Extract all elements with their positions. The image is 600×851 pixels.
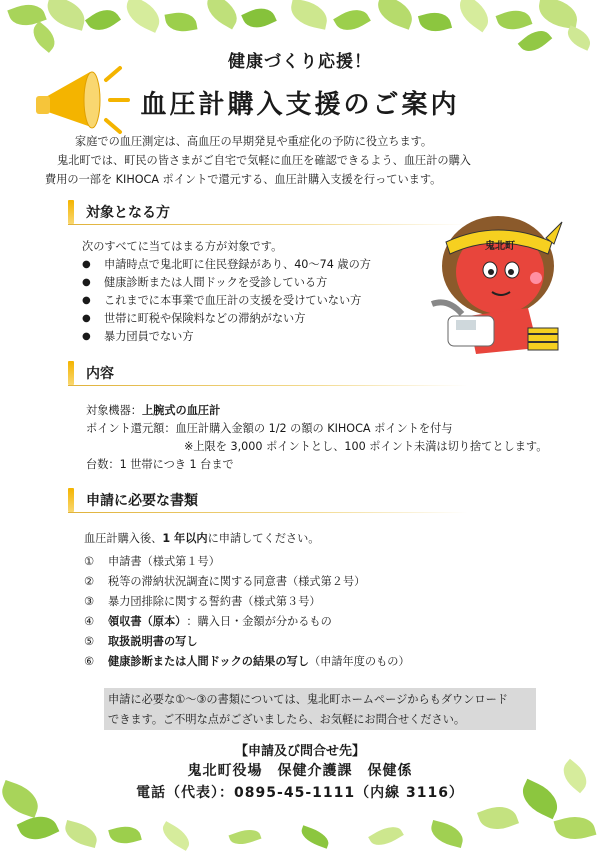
item-number: ⑥ [84, 655, 95, 668]
point-note: ※上限を 3,000 ポイントとし、100 ポイント未満は切り捨てとします。 [184, 440, 548, 453]
intro-line: 鬼北町では、町民の皆さまがご自宅で気軽に血圧を確認できるよう、血圧計の購入 [57, 154, 471, 167]
list-item [84, 572, 544, 592]
page-subtitle: 健康づくり応援！ [228, 52, 372, 72]
note-line: できます。ご不明な点がございましたら、お気軽にお問合せください。 [108, 713, 466, 726]
point-label: ポイント還元額： [86, 422, 176, 435]
section-heading-text: 内容 [86, 366, 114, 382]
heading-rule [68, 512, 468, 513]
item-text: 暴力団排除に関する誓約書（様式第３号） [108, 595, 321, 608]
units-text: 台数：1 世帯につき 1 台まで [86, 458, 234, 471]
item-number: ④ [84, 615, 95, 628]
leaf-decoration-bottom [0, 746, 600, 846]
list-item [84, 652, 544, 672]
contact-heading: 【申請及び問合せ先】 [234, 744, 365, 759]
documents-lead-post: に申請してください。 [207, 532, 320, 545]
device-label: 対象機器： [86, 404, 142, 417]
contact-office: 鬼北町役場 保健介護課 保健係 [187, 763, 413, 779]
item-text: ：購入日・金額が分かるもの [186, 615, 332, 628]
documents-block [84, 530, 544, 672]
item-bold: 健康診断または人間ドックの結果の写し [108, 655, 309, 668]
page-title: 血圧計購入支援のご案内 [140, 90, 460, 120]
item-text: （申請年度のもの） [308, 655, 410, 668]
list-item [84, 592, 544, 612]
oni-mascot-illustration [428, 208, 578, 368]
section-heading-documents [68, 487, 198, 513]
section-heading-text: 申請に必要な書類 [86, 493, 198, 509]
documents-lead-pre: 血圧計購入後、 [84, 532, 163, 545]
heading-rule [68, 224, 468, 225]
device-value: 上腕式の血圧計 [141, 404, 221, 417]
intro-line: 家庭での血圧測定は、高血圧の早期発見や重症化の予防に役立ちます。 [75, 135, 433, 148]
item-bold: 取扱説明書の写し [108, 635, 198, 648]
list-item: ● これまでに本事業で血圧計の支援を受けていない方 [82, 292, 422, 310]
item-text: 申請書（様式第１号） [108, 555, 220, 568]
section-heading-content [68, 360, 114, 386]
heading-accent-bar [68, 200, 74, 224]
heading-rule [68, 385, 468, 386]
heading-accent-bar [68, 361, 74, 385]
intro-text [45, 132, 560, 189]
eligibility-block [82, 238, 422, 346]
list-item [84, 612, 544, 632]
list-item [84, 632, 544, 652]
mascot-headband-text: 鬼北町 [485, 241, 515, 252]
item-bold: 領収書（原本） [108, 615, 187, 628]
section-heading-text: 対象となる方 [86, 205, 170, 221]
item-number: ① [84, 555, 95, 568]
item-number: ② [84, 575, 95, 588]
item-text: 税等の滞納状況調査に関する同意書（様式第２号） [108, 575, 366, 588]
content-block [86, 402, 586, 474]
contact-phone: 電話（代表）：0895-45-1111（内線 3116） [136, 785, 464, 801]
eligibility-lead: 次のすべてに当てはまる方が対象です。 [82, 240, 283, 253]
heading-accent-bar [68, 488, 74, 512]
section-heading-eligibility [68, 199, 170, 225]
point-value: 血圧計購入金額の 1/2 の額の KIHOCA ポイントを付与 [175, 422, 453, 435]
list-item [84, 552, 544, 572]
download-note-box [104, 688, 536, 730]
list-item: ● 世帯に町税や保険料などの滞納がない方 [82, 310, 422, 328]
item-number: ③ [84, 595, 95, 608]
list-item: ● 健康診断または人間ドックを受診している方 [82, 274, 422, 292]
item-number: ⑤ [84, 635, 95, 648]
documents-lead-bold: 1 年以内 [162, 532, 208, 545]
list-item: ● 暴力団員でない方 [82, 328, 422, 346]
eligibility-list [82, 256, 422, 346]
note-line: 申請に必要な①～③の書類については、鬼北町ホームページからもダウンロード [108, 693, 508, 706]
list-item: ● 申請時点で鬼北町に住民登録があり、40～74 歳の方 [82, 256, 422, 274]
intro-line: 費用の一部を KIHOCA ポイントで還元する、血圧計購入支援を行っています。 [45, 173, 442, 186]
documents-list [84, 552, 544, 672]
